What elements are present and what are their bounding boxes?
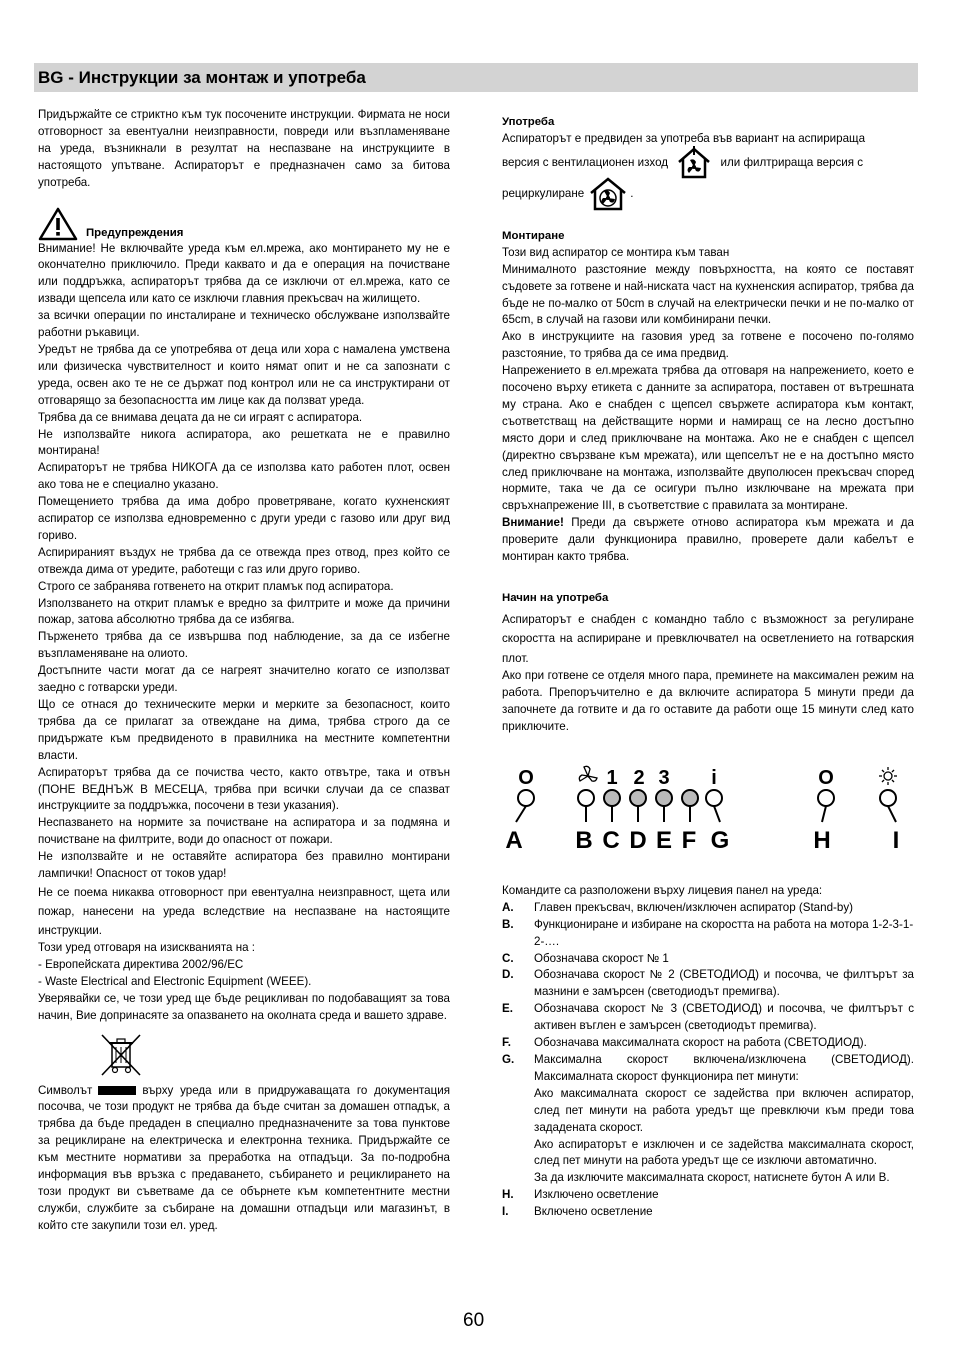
panel-letter-c: C bbox=[602, 827, 620, 855]
item-text: Обозначава скорост № 1 bbox=[534, 951, 669, 965]
page-number: 60 bbox=[463, 1310, 485, 1331]
item-key: D. bbox=[502, 968, 514, 982]
panel-label-speed-2: 2 bbox=[633, 767, 645, 790]
item-text: Функциониране и избиране на скоростта на работа на мотора 1-2-3-1-2-…. bbox=[534, 917, 914, 948]
list-item bbox=[502, 1187, 914, 1204]
warnings-heading: Предупреждения bbox=[86, 226, 184, 239]
warning-paragraph: Помещението трябва да има добро проветряване, когато кухненският аспиратор се използва едновременно с други уреди с газово или друг вид гориво. bbox=[38, 495, 450, 542]
item-text: Главен прекъсвач, включен/изключен аспиратор (Stand-by) bbox=[534, 900, 853, 914]
operation-paragraph: Ако при готвене се отделя много пара, преминете на максимален режим на работа. Препоръчително е да включите аспиратора 5 минути преди да започнете да готвите и да го оставите да работи още 15 минути след като приключите. bbox=[502, 669, 914, 734]
warning-paragraph: Строго се забранява готвенето на открит пламък под аспиратора. bbox=[38, 579, 394, 593]
right-column bbox=[502, 114, 914, 1221]
symbol-prefix: Символът bbox=[38, 1083, 93, 1097]
left-column bbox=[38, 107, 450, 1235]
controls-intro: Командите са разположени върху лицевия панел на уреда: bbox=[502, 883, 823, 897]
warning-paragraph: Използването на открит пламък е вредно за филтрите и може да причини пожар, затова абсолютно трябва да се избягва. bbox=[38, 596, 450, 627]
usage-text-3: или филтрираща версия с bbox=[720, 155, 864, 169]
item-text: Обозначава скорост № 2 (СВЕТОДИОД) и посочва, че филтърът за мазнини е замърсен (светодиодът премигва). bbox=[534, 968, 914, 999]
warnings-body bbox=[38, 241, 450, 1025]
item-text: За да изключите максималната скорост, натиснете бутон А или В. bbox=[534, 1171, 890, 1185]
warning-paragraph: Внимание! Не включвайте уреда към ел.мрежа, ако монтирането му не е окончателно приключило. Преди каквато и да е операция на почистване или поддръжка, аспираторът трябва да се изключи от ел.мрежа, като се извади щепсела или като се изключи главния прекъсвач на жилището. bbox=[38, 241, 450, 306]
item-key: I. bbox=[502, 1205, 509, 1219]
item-key: E. bbox=[502, 1002, 513, 1016]
page-title: BG - Инструкции за монтаж и употреба bbox=[38, 68, 366, 87]
warning-paragraph: Аспираторът трябва да се почиства често, както отвътре, така и отвън (ПОНЕ ВЕДНЪЖ В МЕСЕЦА, трябва при всички случаи да се спазват инструкциите за поддръжка, посочени в тези указания). bbox=[38, 765, 450, 813]
attention-label: Внимание! bbox=[502, 516, 564, 530]
panel-label-speed-1: 1 bbox=[606, 767, 618, 790]
usage-heading: Употреба bbox=[502, 116, 555, 128]
warnings-header bbox=[38, 207, 450, 241]
warning-paragraph: Уверявайки се, че този уред ще бъде рецикливан по подобаващият за това начин, Вие допринасяте за опазването на околната среда и вашето здраве. bbox=[38, 991, 450, 1022]
warning-paragraph: за всички операции по инсталиране и техническо обслужване използвайте работни ръкавици. bbox=[38, 309, 450, 340]
list-item bbox=[502, 1001, 914, 1035]
list-item bbox=[502, 951, 914, 968]
warning-paragraph: Не използвайте и не оставяйте аспиратора без правилно монтирани лампички! Опасност от токов удар! bbox=[38, 850, 450, 881]
warning-paragraph: - Европейската директива 2002/96/ЕС bbox=[38, 957, 244, 971]
operation-paragraph: Аспираторът е снабден с командно табло с възможност за регулиране скоростта на аспириране и превключвател на осветлението на готварския плот. bbox=[502, 612, 914, 665]
list-item bbox=[502, 1204, 914, 1221]
panel-letter-h: H bbox=[813, 827, 831, 855]
item-key: H. bbox=[502, 1188, 514, 1202]
section-title-bar bbox=[34, 63, 918, 92]
warning-paragraph: Аспирираният въздух не трябва да се отвежда през отвод, през който се отвежда дима от уредите, работещи с газ или друго гориво. bbox=[38, 545, 450, 576]
symbol-text: върху уреда или в придружаващата го документация посочва, че този продукт не трябва да бъде считан за домашен отпадък, а трябва да бъде предаден в специално предназначените за това пунктове за рециклиране на електрическа и електронна техника. Придържайте се към местните нормативи за преработка на отпадъци. За по-подробна информация във връзка с предаването, събирането и рециклирането на този продукт ви съветваме да се обърнете към компетентните местни служби, службите за събиране на домашни отпадъци или магазинът, в който сте закупили този ел. уред. bbox=[38, 1083, 450, 1232]
mounting-paragraph: Минималното разстояние между повърхността, на която се поставят съдовете за готвене и най-ниската част на кухненския аспиратор, трябва да бъде не по-малко от 50cm в случай на електрически печки и не по-малко от 65cm, в случай на газови или комбинирани печки. bbox=[502, 262, 914, 327]
item-text: Обозначава скорост № 3 (СВЕТОДИОД) и посочва, че филтърът с активен въглен е замърсен (светодиодът премигва). bbox=[534, 1002, 914, 1033]
fan-icon bbox=[579, 766, 597, 781]
mounting-paragraph: Напрежението в ел.мрежата трябва да отговаря на напрежението, което е посочено върху етикета с данните за аспиратора, поставен от вътрешната му страна. Ако е снабден с щепсел свържете аспиратора към контакт, съответстващ на действащите норми и намиращ се на лесно достъпно място дори и след приключване на монтажа. Ако не е снабден с щепсел (директно свързване към мрежата), или щепселът не е на достъпно място след приключване на монтажа, използвайте двуполюсен прекъсвач според нормите, така че да се осигури пълно изключване на мрежата при свръхнапрежение III, в съответствие с правилата за монтиране. bbox=[502, 364, 914, 513]
exhaust-house-icon bbox=[677, 146, 711, 180]
warning-paragraph: Трябва да се внимава децата да не си играят с аспиратора. bbox=[38, 410, 363, 424]
item-text: Включено осветление bbox=[534, 1205, 653, 1219]
panel-letter-e: E bbox=[655, 827, 673, 855]
panel-letter-d: D bbox=[629, 827, 647, 855]
panel-letter-b: B bbox=[575, 827, 593, 855]
panel-letter-a: A bbox=[505, 827, 523, 855]
item-key: A. bbox=[502, 900, 514, 914]
list-item bbox=[502, 1086, 914, 1137]
mounting-attention bbox=[502, 515, 914, 566]
mounting-paragraph: Този вид аспиратор се монтира към таван bbox=[502, 245, 730, 259]
usage-text-4: рециркулиране bbox=[502, 186, 585, 200]
crossed-bin-icon bbox=[98, 1031, 144, 1077]
item-key bbox=[502, 1137, 534, 1171]
intro-paragraph: Придържайте се стриктно към тук посочените инструкции. Фирмата не носи отговорност за евентуални неизправности, повреди или възпламеняване на уреда, възникнали в резултат на неспазване на инструкциите в настоящото упътване. Аспираторът е предназначен само за битова употреба. bbox=[38, 108, 450, 189]
item-text: Обозначава максималната скорост на работа (СВЕТОДИОД). bbox=[534, 1036, 867, 1050]
warning-paragraph: Уредът не трябва да се употребява от деца или хора с намалена умствена или физическа чувствителност и които нямат опит и не са запознати с уреда, освен ако те не се държат под контрол или не са инструктирани от отговарящо за безопасността им лице как да ползват уреда. bbox=[38, 342, 450, 407]
item-key: F. bbox=[502, 1036, 512, 1050]
warning-paragraph: - Waste Electrical and Electronic Equipment (WEEE). bbox=[38, 974, 312, 988]
panel-label-off: O bbox=[518, 767, 534, 790]
panel-label-light-off: O bbox=[818, 767, 834, 790]
black-bar-symbol bbox=[98, 1086, 136, 1095]
warning-triangle-icon bbox=[38, 207, 78, 241]
warning-paragraph: Аспираторът не трябва НИКОГА да се използва като работен плот, освен ако това не е специално указано. bbox=[38, 461, 450, 492]
item-text: Ако максималната скорост се задейства при включен аспиратор, след пет минути на работа уредът ще превключи към преди това зададената скорост. bbox=[534, 1086, 914, 1134]
list-item bbox=[502, 917, 914, 951]
weee-symbol-paragraph bbox=[38, 1083, 450, 1235]
usage-text-1: Аспираторът е предвиден за употреба във вариант на аспирираща bbox=[502, 131, 866, 145]
recirculation-house-icon bbox=[588, 176, 628, 212]
mounting-paragraph: Ако в инструкциите на газовия уред за готвене е посочено по-голямо разстояние, то трябва да се има предвид. bbox=[502, 330, 914, 361]
mounting-heading: Монтиране bbox=[502, 229, 565, 242]
panel-label-speed-3: 3 bbox=[658, 767, 670, 790]
list-item bbox=[502, 1170, 914, 1187]
list-item bbox=[502, 1052, 914, 1086]
item-key: G. bbox=[502, 1053, 515, 1066]
item-key bbox=[502, 1170, 534, 1187]
warning-paragraph: Що се отнася до техническите мерки и мерките за безопасност, които трябва да се прилагат за отвеждане на дима, трябва строго да се придържате към предвиденото в правилника на местните компетентни власти. bbox=[38, 698, 450, 762]
warning-paragraph: Достъпните части могат да се нагреят значително когато се използват заедно с готварски уреди. bbox=[38, 664, 450, 695]
item-text: Ако аспираторът е изключен и се задейства максималната скорост, след пет минути на работа уредът ще се изключи автоматично. bbox=[534, 1137, 914, 1168]
control-panel-diagram bbox=[502, 764, 914, 859]
attention-text: Преди да свържете отново аспиратора към мрежата и да проверите дали функционира правилно, проверете дали кабелът е монтиран както трябва. bbox=[502, 516, 914, 564]
warning-paragraph: Не се поема никаква отговорност при евентуална неизправност, щета или пожар, нанесени на уреда вследствие на неспазване на настоящите инструкции. bbox=[38, 885, 450, 937]
light-on-icon bbox=[879, 767, 897, 785]
item-text: Максимална скорост включена/изключена (СВЕТОДИОД). Максималната скорост функционира пет минути: bbox=[534, 1053, 914, 1083]
item-text: Изключено осветление bbox=[534, 1188, 659, 1202]
panel-letter-g: G bbox=[710, 827, 730, 855]
usage-text-2: версия с вентилационен изход bbox=[502, 155, 669, 169]
item-key bbox=[502, 1086, 534, 1137]
list-item bbox=[502, 967, 914, 1001]
list-item bbox=[502, 1035, 914, 1052]
panel-label-intensive: i bbox=[711, 767, 717, 790]
list-item bbox=[502, 900, 914, 917]
warning-paragraph: Този уред отговаря на изискванията на : bbox=[38, 940, 256, 954]
item-key: C. bbox=[502, 951, 514, 965]
usage-text-5: . bbox=[630, 186, 634, 200]
warning-paragraph: Не използвайте никога аспиратора, ако решетката не е правилно монтирана! bbox=[38, 427, 450, 458]
warning-paragraph: Неспазването на нормите за почистване на аспиратора и за подмяна и почистване на филтрите, води до опасност от пожари. bbox=[38, 816, 450, 847]
controls-list bbox=[502, 900, 914, 1221]
list-item bbox=[502, 1137, 914, 1171]
panel-letter-f: F bbox=[681, 827, 697, 855]
panel-letter-i: I bbox=[892, 827, 900, 855]
warning-paragraph: Пърженето трябва да се извършва под наблюдение, за да се избегне възпламеняване на олиото. bbox=[38, 630, 450, 661]
operation-heading: Начин на употреба bbox=[502, 592, 609, 604]
item-key: B. bbox=[502, 917, 514, 931]
